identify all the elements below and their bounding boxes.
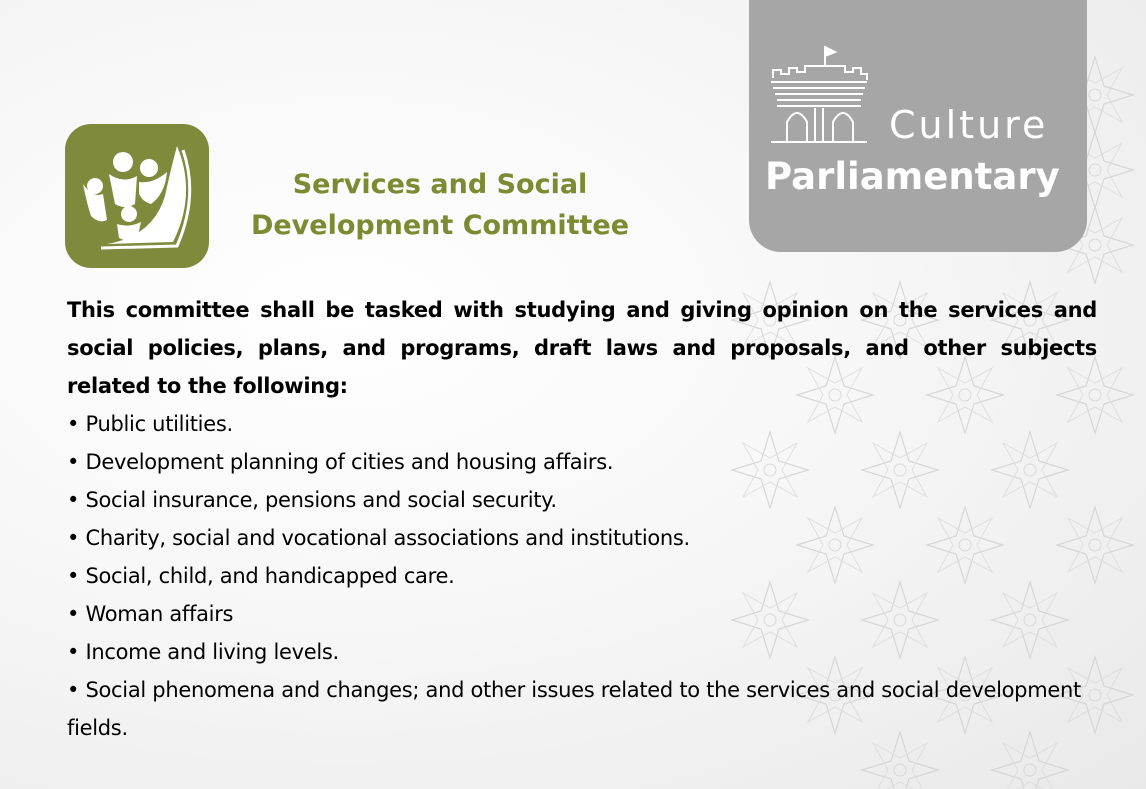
committee-title-line1: Services and Social <box>292 169 588 200</box>
list-item: • Woman affairs <box>67 602 234 626</box>
responsibilities-list <box>67 405 1097 747</box>
brand-badge <box>749 0 1087 252</box>
committee-logo <box>65 124 209 268</box>
committee-title-line2: Development Committee <box>250 210 630 241</box>
family-icon <box>65 124 209 268</box>
brand-name-culture: Culture <box>889 103 1049 147</box>
intro-paragraph: This committee shall be tasked with studying and giving opinion on the services and social policies, plans, and programs, draft laws and proposals, and other subjects related to the following: <box>67 298 1097 398</box>
committee-description <box>67 291 1097 747</box>
committee-title <box>224 164 656 246</box>
list-item: • Income and living levels. <box>67 640 339 664</box>
castle-icon <box>763 44 873 148</box>
brand-name-parliamentary: Parliamentary <box>765 155 1060 198</box>
list-item: • Social insurance, pensions and social security. <box>67 488 557 512</box>
list-item: • Social phenomena and changes; and other issues related to the services and social development fields. <box>67 678 1081 740</box>
list-item: • Charity, social and vocational associations and institutions. <box>67 526 690 550</box>
list-item: • Public utilities. <box>67 412 233 436</box>
list-item: • Social, child, and handicapped care. <box>67 564 455 588</box>
list-item: • Development planning of cities and housing affairs. <box>67 450 614 474</box>
